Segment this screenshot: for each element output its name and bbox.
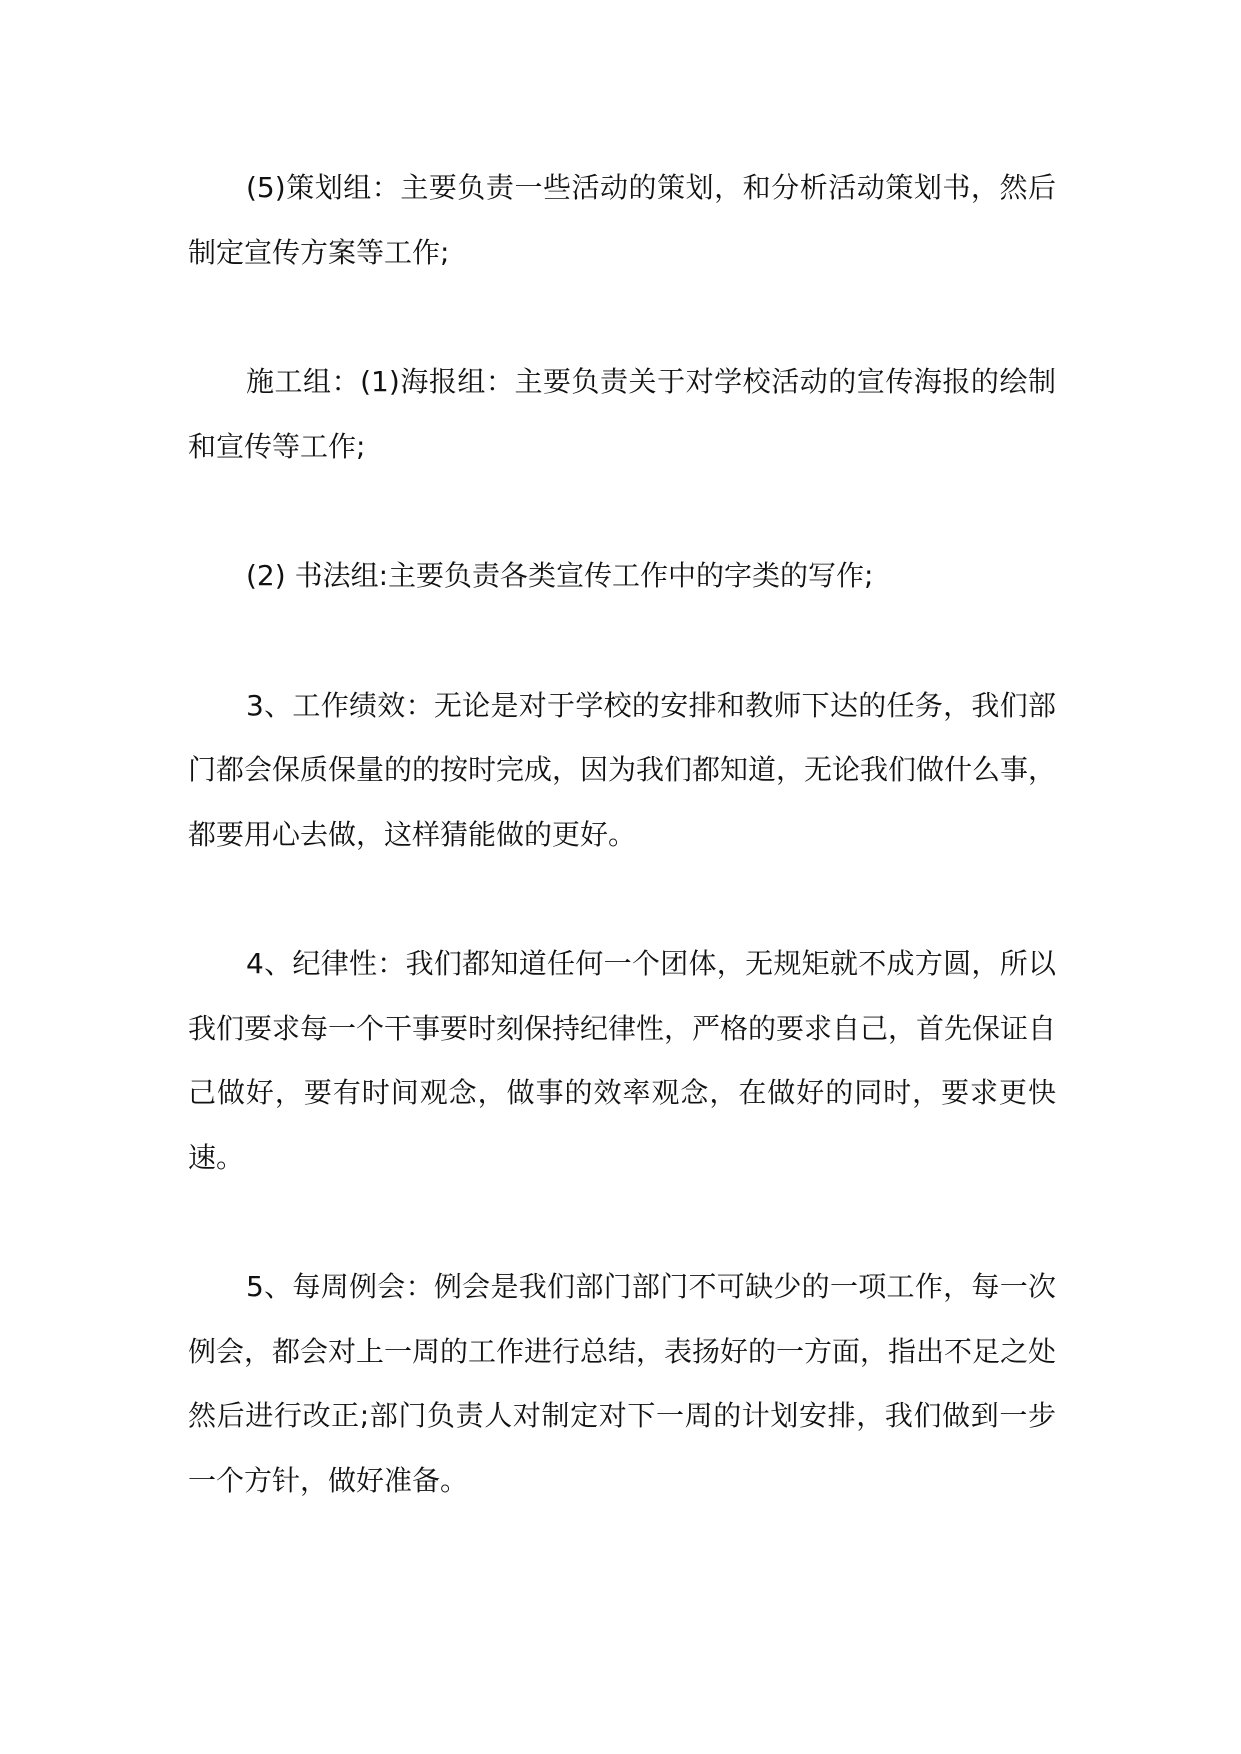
paragraph-discipline: 4、纪律性：我们都知道任何一个团体，无规矩就不成方圆，所以我们要求每一个干事要时刻保持纪律性，严格的要求自己，首先保证自己做好，要有时间观念，做事的效率观念，在做好的同时，要求更快速。 bbox=[188, 947, 1057, 1174]
paragraph-construction-poster-group: 施工组：(1)海报组：主要负责关于对学校活动的宣传海报的绘制和宣传等工作; bbox=[188, 365, 1056, 463]
paragraph-spacer bbox=[188, 1190, 1056, 1255]
paragraph-planning-group: (5)策划组：主要负责一些活动的策划，和分析活动策划书，然后制定宣传方案等工作; bbox=[188, 171, 1056, 269]
paragraph-work-performance: 3、工作绩效：无论是对于学校的安排和教师下达的任务，我们部门都会保质保量的的按时完成，因为我们都知道，无论我们做什么事，都要用心去做，这样猜能做的更好。 bbox=[188, 688, 1057, 851]
paragraph-spacer bbox=[188, 285, 1056, 350]
paragraph-spacer bbox=[188, 609, 1056, 674]
paragraph-weekly-meeting: 5、每周例会：例会是我们部门部门不可缺少的一项工作，每一次例会，都会对上一周的工作进行总结，表扬好的一方面，指出不足之处然后进行改正;部门负责人对制定对下一周的计划安排，我们做到一步一个方针，做好准备。 bbox=[188, 1270, 1057, 1497]
document-body bbox=[188, 156, 1056, 1513]
paragraph-calligraphy-group: (2) 书法组:主要负责各类宣传工作中的字类的写作; bbox=[246, 559, 874, 592]
paragraph-spacer bbox=[188, 479, 1056, 544]
paragraph-spacer bbox=[188, 867, 1056, 932]
